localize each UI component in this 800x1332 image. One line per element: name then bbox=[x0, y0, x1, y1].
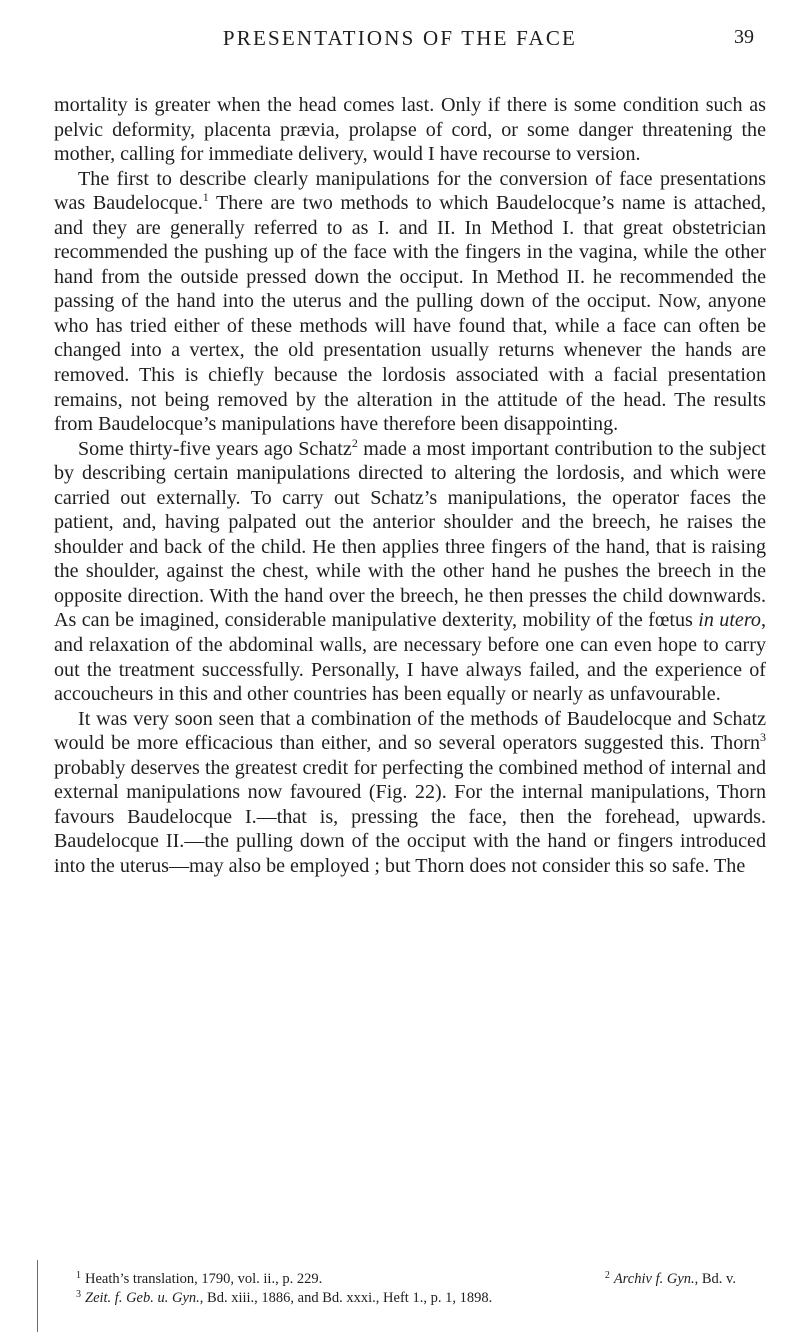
footnote-reference: 3 bbox=[760, 730, 766, 745]
footnote-reference: 2 bbox=[351, 435, 358, 450]
footnote-mark: 3 bbox=[76, 1289, 81, 1300]
text-run: It was very soon seen that a combination of the methods of Baudelocque and Schatz would be more efficacious than either, and so several operators suggested this. Thorn bbox=[54, 707, 766, 755]
footnote-reference: 1 bbox=[202, 190, 209, 205]
text-run: The first to describe clearly manipulations for the conversion of face presentations was Baudelocque. bbox=[54, 167, 766, 215]
footnotes bbox=[54, 1270, 766, 1308]
paragraph bbox=[54, 93, 766, 167]
running-head bbox=[0, 26, 800, 56]
running-title: PRESENTATIONS OF THE FACE bbox=[222, 26, 578, 50]
text-run: made a most important contribution to the subject by describing certain manipulations directed to altering the lordosis, and which were carried out externally. To carry out Schatz’s manipulations, the operator faces the patient, and, having palpated out the anterior shoulder and the breech, he raises the shoulder and back of the child. He then applies three fingers of the hand, that is raising the shoulder, against the chest, while with the other hand he pushes the breech in the opposite direction. With the hand over the breech, he then presses the child downwards. As can be imagined, considerable manipulative dexterity, mobility of the fœtus bbox=[54, 437, 766, 632]
italic-text: Zeit. f. Geb. u. Gyn. bbox=[85, 1290, 200, 1306]
page-number: 39 bbox=[734, 26, 754, 48]
paragraph bbox=[54, 707, 766, 879]
text-run: Heath’s translation, 1790, vol. ii., p. 229. bbox=[85, 1271, 323, 1287]
text-run: Some thirty-five years ago Schatz bbox=[78, 437, 352, 460]
text-run: , and relaxation of the abdominal walls, are necessary before one can even hope to carry out the treatment successfully. Personally, I have always failed, and the experience of accoucheurs in this and other countries has been equally or nearly as unfavourable. bbox=[54, 609, 766, 706]
footnote-1 bbox=[76, 1270, 322, 1289]
footnote-mark: 1 bbox=[76, 1270, 81, 1281]
footnote-2 bbox=[605, 1270, 736, 1289]
text-run: mortality is greater when the head comes last. Only if there is some condition such as pelvic deformity, placenta prævia, prolapse of cord, or some danger threatening the mother, calling for immediate delivery, would I have recourse to version. bbox=[54, 94, 766, 166]
footnote-row bbox=[54, 1289, 766, 1308]
footnote-3 bbox=[76, 1289, 492, 1308]
paragraph bbox=[54, 167, 766, 437]
footnote-row bbox=[54, 1270, 766, 1289]
body-text bbox=[54, 93, 766, 879]
text-run: probably deserves the greatest credit for perfecting the combined method of internal and external manipulations now favoured (Fig. 22). For the internal manipulations, Thorn favours Baudelocque I.—that is, pressing the face, then the forehead, upwards. Baudelocque II.—the pulling down of the occiput with the hand or fingers introduced into the uterus—may also be employed ; but Thorn does not consider this so safe. The bbox=[54, 756, 766, 877]
footnote-mark: 2 bbox=[604, 1270, 610, 1281]
text-run: , Bd. v. bbox=[694, 1271, 736, 1287]
text-run: There are two methods to which Baudelocque’s name is attached, and they are generally referred to as I. and II. In Method I. that great obstetrician recommended the pushing up of the face with the fingers in the vagina, while the other hand from the outside pressed down the occiput. In Method II. he recommended the passing of the hand into the uterus and the pulling down of the occiput. Now, anyone who has tried either of these methods will have found that, while a face can often be changed into a vertex, the old presentation usually returns whenever the hands are removed. This is chiefly because the lordosis associated with a facial presentation remains, not being removed by the alteration in the attitude of the head. The results from Baudelocque’s manipulations have therefore been disappointing. bbox=[54, 192, 766, 436]
margin-rule bbox=[37, 1260, 38, 1332]
italic-text: in utero bbox=[698, 609, 761, 632]
italic-text: Archiv f. Gyn. bbox=[613, 1271, 695, 1287]
text-run: , Bd. xiii., 1886, and Bd. xxxi., Heft 1., p. 1, 1898. bbox=[199, 1290, 493, 1306]
paragraph bbox=[54, 437, 766, 707]
